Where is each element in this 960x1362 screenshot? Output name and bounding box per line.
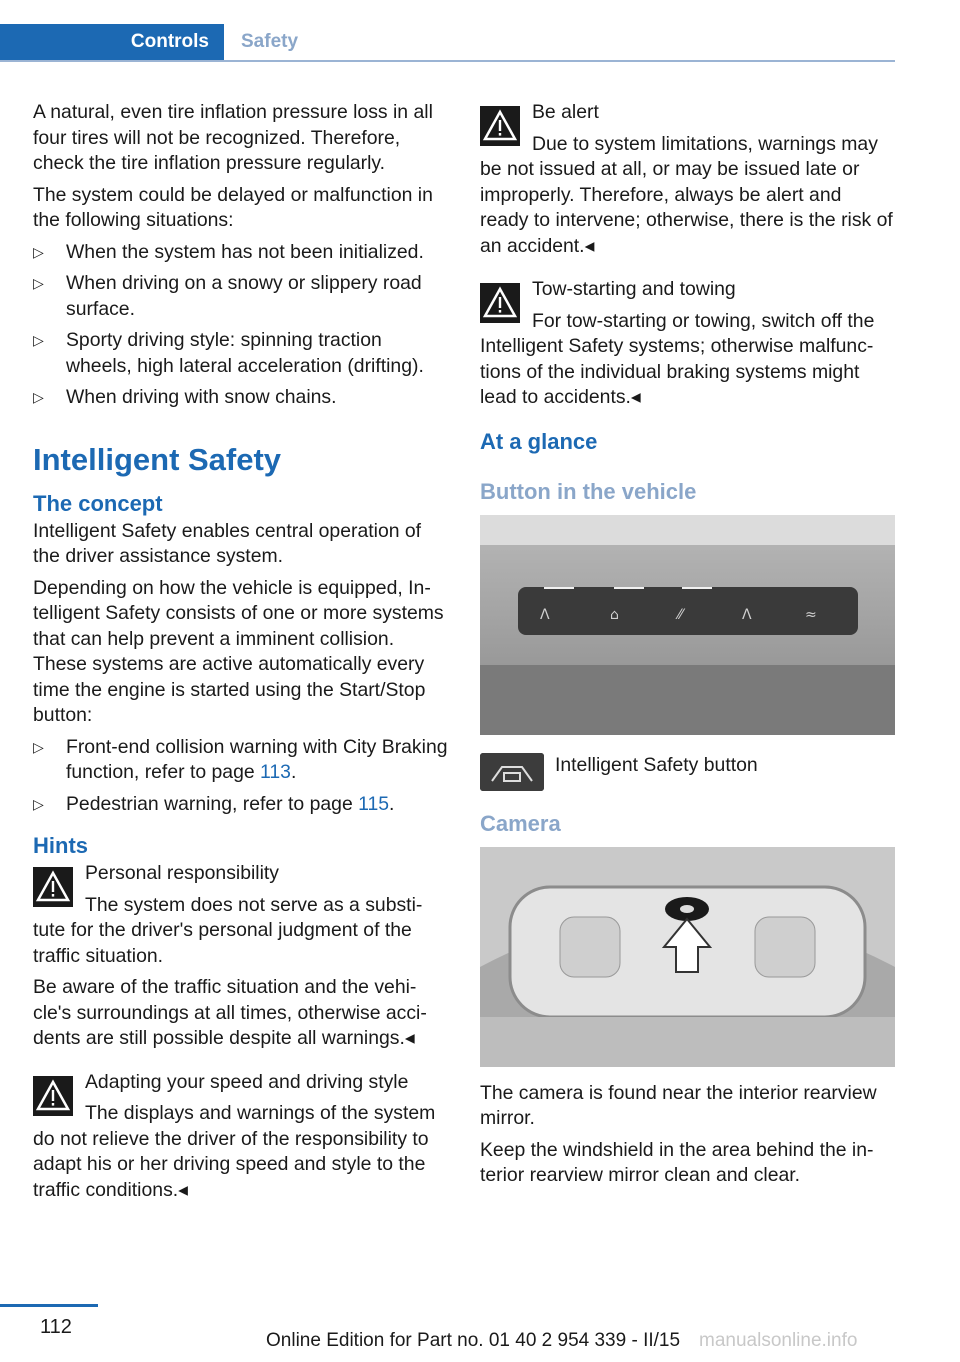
- page-number: 112: [40, 1316, 72, 1338]
- triangle-bullet-icon: ▷: [33, 243, 44, 260]
- right-column: [480, 100, 895, 1195]
- footer-rule: [0, 1304, 98, 1307]
- header-rule: [0, 60, 895, 62]
- warning-block: [480, 100, 895, 259]
- triangle-bullet-icon: ▷: [33, 332, 44, 348]
- triangle-bullet-icon: ▷: [33, 275, 44, 291]
- svg-text:⌂: ⌂: [610, 606, 619, 623]
- button-panel-image: [480, 515, 895, 735]
- list-item: ▷ When driving with snow chains.: [33, 385, 448, 411]
- paragraph: The system could be delayed or malfunction in the following situations:: [33, 183, 433, 231]
- warning-triangle-icon: [480, 283, 520, 323]
- warning-title: Be alert: [532, 101, 599, 123]
- paragraph: Intelligent Safety enables central operation of the driver assistance system.: [33, 519, 422, 567]
- list-item: ▷ When the system has not been initialized.: [33, 240, 448, 266]
- paragraph: A natural, even tire inflation pressure loss in all four tires will not be recognized. Therefore, check the tire inflation pressure regularly.: [33, 101, 433, 174]
- paragraph: Keep the windshield in the area behind the interior rearview mirror clean and clear.: [480, 1138, 874, 1186]
- warning-triangle-icon: [33, 1076, 73, 1116]
- list-item: ▷ Sporty driving style: spinning traction wheels, high lateral acceleration (drifting).: [33, 329, 424, 377]
- warning-body: The system does not serve as a substitute for the driver's personal judgment of the traffic situation.: [33, 893, 423, 967]
- camera-image: [480, 847, 895, 1067]
- tab-controls[interactable]: Controls: [0, 24, 224, 60]
- triangle-bullet-icon: ▷: [33, 738, 44, 755]
- triangle-bullet-icon: ▷: [33, 795, 44, 812]
- button-caption: Intelligent Safety button: [555, 753, 758, 776]
- warning-body: Due to system limitations, warnings may be not issued at all, or may be issued late or improperly. Therefore, always be alert and ready to intervene; otherwise, there is the risk of an accident.◂: [480, 132, 893, 257]
- warning-block: [480, 277, 895, 411]
- paragraph: Be aware of the traffic situation and the vehicle's surroundings at all times, otherwise accidents are still possible despite all warnings.◂: [33, 976, 427, 1049]
- warning-title: Adapting your speed and driving style: [85, 1070, 409, 1093]
- watermark: manualsonline.info: [699, 1330, 858, 1351]
- svg-text:≈: ≈: [805, 606, 817, 623]
- paragraph: The camera is found near the interior rearview mirror.: [480, 1081, 877, 1129]
- tab-safety[interactable]: Safety: [241, 31, 299, 52]
- section-title: Intelligent Safety: [33, 441, 282, 477]
- page-link-115[interactable]: 115: [358, 792, 390, 815]
- warning-block: [33, 1070, 448, 1204]
- warning-title: Tow-starting and towing: [532, 278, 736, 300]
- warning-triangle-icon: [33, 867, 73, 907]
- intelligent-safety-button-icon: [480, 753, 544, 791]
- warning-block: [33, 861, 448, 969]
- edition-text: Online Edition for Part no. 01 40 2 954 339 - II/15: [266, 1330, 681, 1351]
- bullet-list: [33, 240, 448, 411]
- svg-text:⁄⁄: ⁄⁄: [678, 606, 683, 623]
- svg-text:ᐱ: ᐱ: [742, 606, 752, 623]
- button-caption-row: [480, 753, 895, 791]
- warning-triangle-icon: [480, 106, 520, 146]
- glance-heading: At a glance: [480, 428, 598, 454]
- paragraph: Depending on how the vehicle is equipped, Intelligent Safety consists of one or more systems that can help prevent a imminent collision. These systems are active automatically every time the engine is started using the Start/Stop button:: [33, 576, 444, 726]
- page-header: [0, 24, 895, 62]
- svg-text:ᐱ: ᐱ: [540, 606, 550, 623]
- list-item: ▷ When driving on a snowy or slippery road surface.: [33, 272, 422, 320]
- list-item: ▷ Pedestrian warning, refer to page 115.: [33, 792, 448, 818]
- concept-heading: The concept: [33, 490, 163, 516]
- list-item: ▷ Front-end collision warning with City Braking function, refer to page 113.: [33, 735, 448, 783]
- triangle-bullet-icon: ▷: [33, 389, 44, 405]
- bullet-list: [33, 735, 448, 818]
- warning-body: The displays and warnings of the system do not relieve the driver of the responsibility to adapt his or her driving speed and style to the traffic conditions.◂: [33, 1102, 436, 1201]
- warning-title: Personal responsibility: [85, 862, 280, 884]
- left-column: [33, 100, 448, 1221]
- hints-heading: Hints: [33, 833, 88, 858]
- button-heading: Button in the vehicle: [480, 478, 697, 504]
- warning-body: For tow-starting or towing, switch off the Intelligent Safety systems; otherwise malfunctions of the individual braking systems might lead to accidents.◂: [480, 309, 875, 408]
- page-link-113[interactable]: 113: [260, 761, 291, 783]
- camera-heading: Camera: [480, 810, 561, 836]
